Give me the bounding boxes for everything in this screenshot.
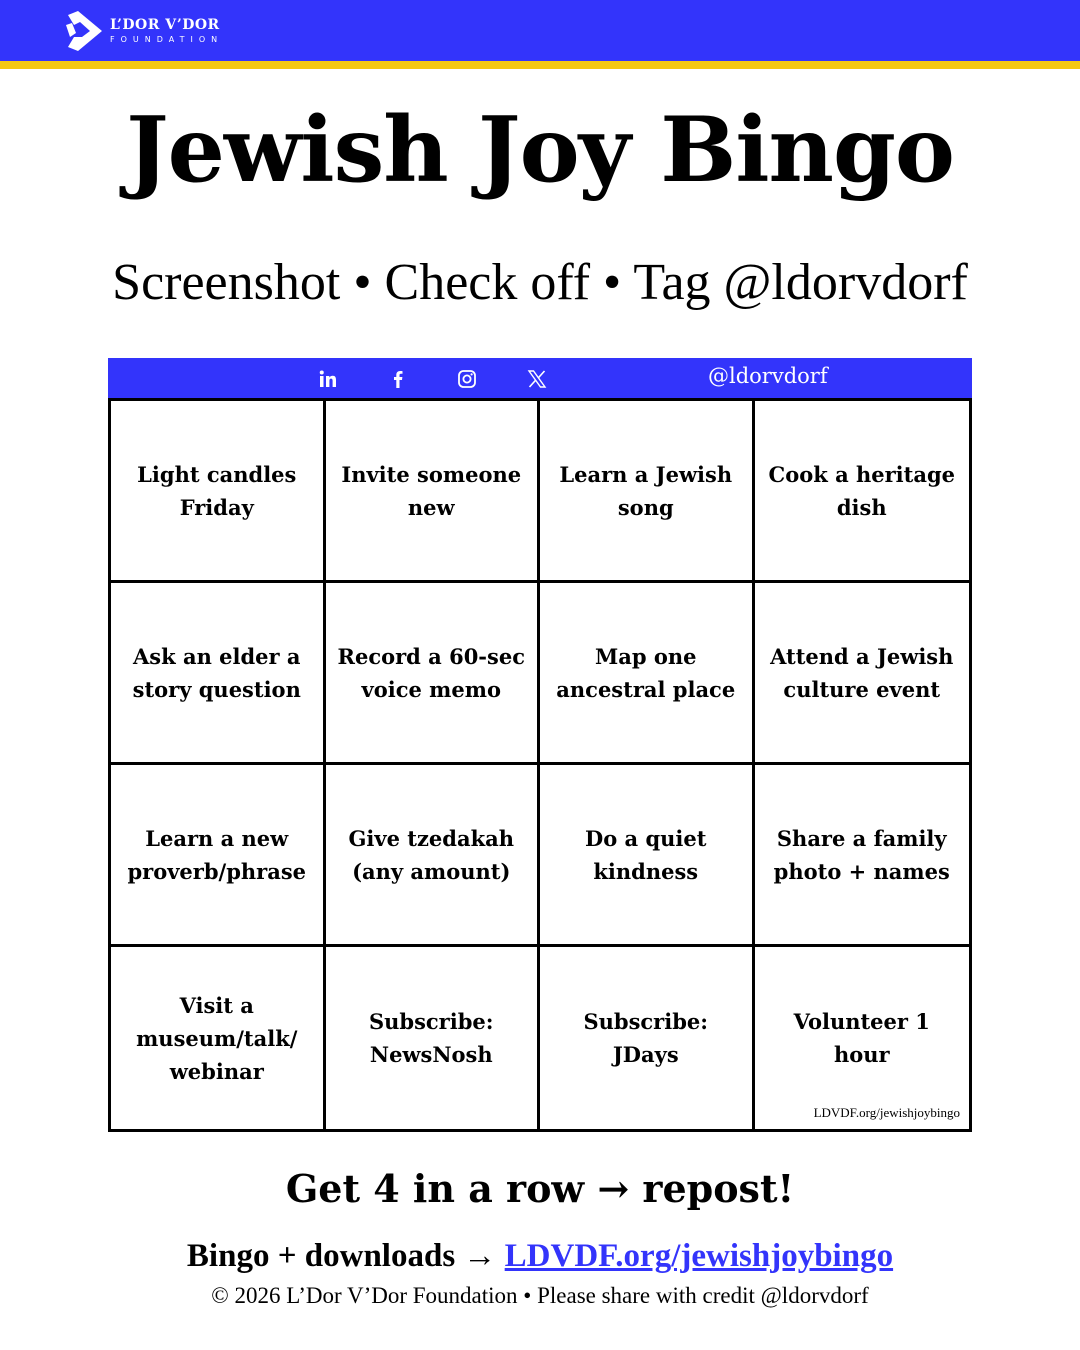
bingo-cell[interactable] xyxy=(111,765,326,947)
call-to-action: Get 4 in a row → repost! xyxy=(285,1166,795,1211)
bingo-cell[interactable] xyxy=(111,583,326,765)
bingo-cell[interactable] xyxy=(326,947,541,1129)
bingo-cell-text: Record a 60-sec voice memo xyxy=(337,643,525,702)
bingo-cell[interactable] xyxy=(755,401,970,583)
footer-credit: © 2026 L’Dor V’Dor Foundation • Please share with credit @ldorvdorf xyxy=(211,1283,869,1308)
bingo-cell-text: Map one ancestral place xyxy=(556,643,736,702)
downloads-line xyxy=(0,1237,1080,1277)
bingo-cell-text: Cook a heritage dish xyxy=(768,461,956,520)
bingo-cell[interactable] xyxy=(540,401,755,583)
bingo-cell-text: Do a quiet kindness xyxy=(585,825,707,884)
top-banner xyxy=(0,0,1080,61)
bingo-cell-text: Give tzedakah (any amount) xyxy=(348,825,514,884)
linkedin-icon[interactable] xyxy=(318,369,338,389)
bingo-cell-text: Light candles Friday xyxy=(137,461,297,520)
bingo-cell-text: Volunteer 1 hour xyxy=(793,1009,930,1067)
social-handle[interactable]: @ldorvdorf xyxy=(708,364,828,388)
bingo-cell[interactable] xyxy=(755,583,970,765)
bingo-cell[interactable] xyxy=(326,401,541,583)
bingo-cell-text: Attend a Jewish culture event xyxy=(770,643,954,702)
page-title: Jewish Joy Bingo xyxy=(126,97,954,203)
bingo-grid xyxy=(108,398,972,1132)
logo-subtitle: FOUNDATION xyxy=(110,35,224,44)
bingo-cell[interactable] xyxy=(111,401,326,583)
bingo-cell-text: Invite someone new xyxy=(341,461,522,520)
facebook-icon[interactable] xyxy=(388,369,408,389)
logo[interactable] xyxy=(62,11,223,51)
bingo-cell[interactable] xyxy=(755,765,970,947)
bingo-cell[interactable] xyxy=(540,765,755,947)
bingo-cell[interactable] xyxy=(326,583,541,765)
corner-url: LDVDF.org/jewishjoybingo xyxy=(813,1105,960,1120)
social-bar xyxy=(108,358,972,400)
bingo-cell[interactable] xyxy=(111,947,326,1129)
downloads-label: Bingo + downloads → xyxy=(186,1238,497,1274)
instagram-icon[interactable] xyxy=(457,369,477,389)
bingo-cell[interactable] xyxy=(326,765,541,947)
accent-stripe xyxy=(0,61,1080,69)
bingo-cell-text: Subscribe: JDays xyxy=(583,1009,709,1067)
logo-name: L’DOR V’DOR xyxy=(110,17,220,33)
downloads-link[interactable]: LDVDF.org/jewishjoybingo xyxy=(504,1238,894,1274)
bingo-cell-text: Learn a new proverb/phrase xyxy=(127,825,307,884)
bingo-cell-text: Learn a Jewish song xyxy=(559,461,733,520)
subtitle: Screenshot • Check off • Tag @ldorvdorf xyxy=(112,254,968,311)
bingo-cell-text: Ask an elder a story question xyxy=(132,643,301,702)
x-icon[interactable] xyxy=(527,369,547,389)
bingo-cell[interactable] xyxy=(540,583,755,765)
bingo-cell[interactable] xyxy=(755,947,970,1129)
bingo-cell-text: Visit a museum/talk/ webinar xyxy=(136,992,298,1084)
ldvdf-logo-icon xyxy=(62,11,106,51)
bingo-cell-text: Share a family photo + names xyxy=(773,825,950,884)
bingo-cell-text: Subscribe: NewsNosh xyxy=(368,1009,494,1067)
bingo-cell[interactable] xyxy=(540,947,755,1129)
